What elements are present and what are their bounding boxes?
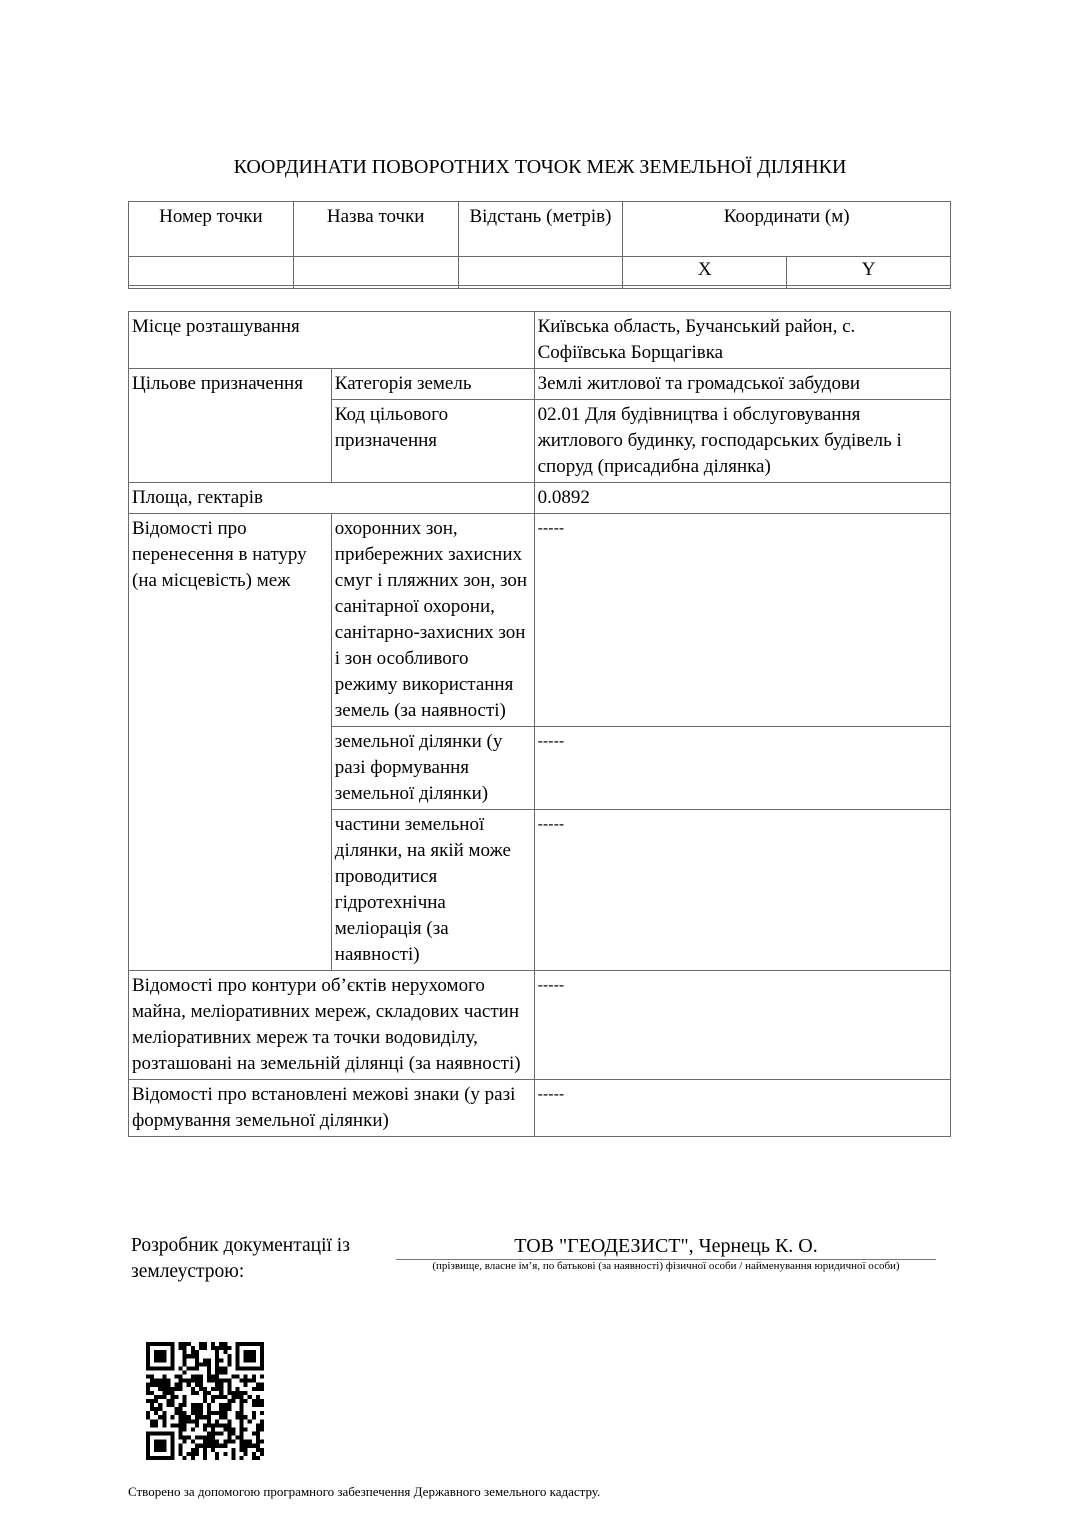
empty-cell [787,286,951,289]
table-row [129,312,951,369]
code-label: Код цільового призначення [331,400,534,483]
developer-name: ТОВ "ГЕОДЕЗИСТ", Чернець К. О. [514,1235,818,1257]
coordinates-table [128,201,951,289]
qr-code-icon [146,1342,264,1460]
transfer-item-label: охоронних зон, прибережних захисних смуг і пляжних зон, зон санітарної охорони, санітарно-захисних зон і зон особливого режиму використання земель (за наявності) [331,514,534,727]
empty-cell [293,257,458,286]
table-row [129,1080,951,1137]
code-value: 02.01 Для будівництва і обслуговування житлового будинку, господарських будівель і споруд (присадибна ділянка) [534,400,950,483]
marks-value: ----- [534,1080,950,1137]
contours-label: Відомості про контури об’єктів нерухомого майна, меліоративних мереж, складових частин меліоративних мереж та точки водовиділу, розташовані на земельній ділянці (за наявності) [129,971,535,1080]
developer-label: Розробник документації із землеустрою: [131,1235,350,1282]
contours-value: ----- [534,971,950,1080]
footer-note: Створено за допомогою програмного забезпечення Державного земельного кадастру. [128,1484,601,1499]
header-x: X [623,257,787,286]
table-row [129,369,951,400]
header-point-name: Назва точки [293,202,458,257]
transfer-item-value: ----- [534,514,950,727]
transfer-item-value: ----- [534,810,950,971]
table-row [129,514,951,727]
transfer-item-label: частини земельної ділянки, на якій може проводитися гідротехнічна меліорація (за наявності) [331,810,534,971]
header-point-number: Номер точки [129,202,294,257]
transfer-item-label: земельної ділянки (у разі формування земельної ділянки) [331,727,534,810]
header-distance: Відстань (метрів) [458,202,623,257]
empty-cell [623,286,787,289]
purpose-label: Цільове призначення [129,369,332,483]
developer-caption: (прізвище, власне ім’я, по батькові (за наявності) фізичної особи / найменування юридичної особи) [432,1260,900,1272]
table-row [129,483,951,514]
category-label: Категорія земель [331,369,534,400]
location-value: Київська область, Бучанський район, с. Софіївська Борщагівка [534,312,950,369]
empty-cell [458,257,623,286]
parcel-info-table [128,311,951,1137]
header-y: Y [787,257,951,286]
header-coordinates: Координати (м) [623,202,951,257]
transfer-label: Відомості про перенесення в натуру (на місцевість) меж [129,514,332,971]
empty-cell [458,286,623,289]
marks-label: Відомості про встановлені межові знаки (у разі формування земельної ділянки) [129,1080,535,1137]
table-row [129,971,951,1080]
empty-cell [129,286,294,289]
category-value: Землі житлової та громадської забудови [534,369,950,400]
document-title: КООРДИНАТИ ПОВОРОТНИХ ТОЧОК МЕЖ ЗЕМЕЛЬНОЇ ДІЛЯНКИ [233,156,847,178]
area-value: 0.0892 [534,483,950,514]
empty-cell [129,257,294,286]
area-label: Площа, гектарів [129,483,535,514]
transfer-item-value: ----- [534,727,950,810]
empty-cell [293,286,458,289]
location-label: Місце розташування [129,312,535,369]
